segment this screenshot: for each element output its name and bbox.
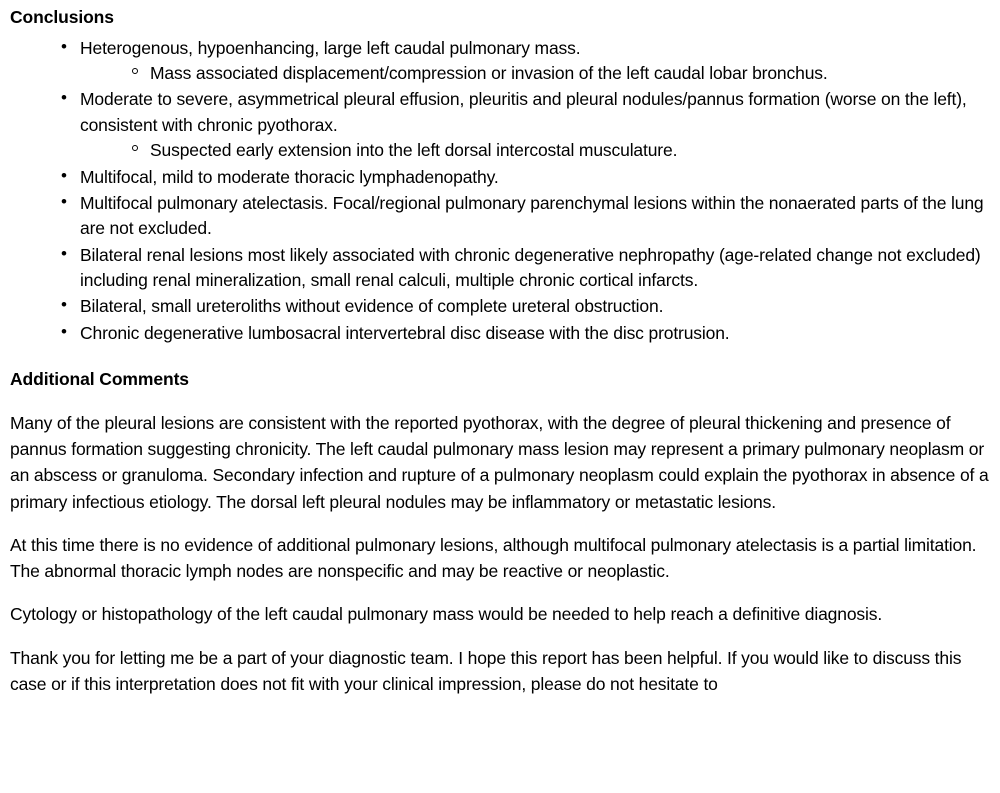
list-item-label: Multifocal, mild to moderate thoracic lymphadenopathy. bbox=[80, 166, 499, 187]
list-item-label: Multifocal pulmonary atelectasis. Focal/regional pulmonary parenchymal lesions within the nonaerated parts of the lung are not excluded. bbox=[80, 192, 984, 239]
section-heading-additional-comments: Additional Comments bbox=[10, 369, 189, 390]
paragraph: At this time there is no evidence of additional pulmonary lesions, although multifocal pulmonary atelectasis is a partial limitation. The abnormal thoracic lymph nodes are nonspecific and may be reactive or neoplastic. bbox=[10, 534, 977, 581]
bullet-icon: • bbox=[61, 321, 67, 341]
sub-list-item bbox=[128, 138, 990, 163]
list-item-label: Moderate to severe, asymmetrical pleural effusion, pleuritis and pleural nodules/pannus formation (worse on the left), consistent with chronic pyothorax. bbox=[80, 89, 967, 135]
list-item-label: Heterogenous, hypoenhancing, large left caudal pulmonary mass. bbox=[80, 37, 581, 58]
sub-list-item-label: Suspected early extension into the left dorsal intercostal musculature. bbox=[150, 140, 678, 161]
list-item bbox=[58, 87, 990, 163]
additional-comments-body bbox=[10, 410, 990, 697]
conclusions-list bbox=[10, 36, 990, 347]
paragraph: Many of the pleural lesions are consistent with the reported pyothorax, with the degree of pleural thickening and presence of pannus formation suggesting chronicity. The left caudal pulmonary mass lesion may represent a primary pulmonary neoplasm or an abscess or granuloma. Secondary infection and rupture of a pulmonary neoplasm could explain the pyothorax in absence of a primary infectious etiology. The dorsal left pleural nodules may be inflammatory or metastatic lesions. bbox=[10, 412, 989, 512]
bullet-icon: • bbox=[61, 295, 67, 315]
list-item bbox=[58, 294, 990, 319]
sub-list bbox=[80, 61, 990, 86]
paragraph: Thank you for letting me be a part of your diagnostic team. I hope this report has been helpful. If you would like to discuss this case or if this interpretation does not fit with your clinical impression, please do not hesitate to bbox=[10, 647, 962, 694]
list-item-label: Bilateral renal lesions most likely associated with chronic degenerative nephropathy (age-related change not excluded) including renal mineralization, small renal calculi, multiple chronic cortical infarcts. bbox=[80, 244, 981, 290]
sub-list-item bbox=[128, 61, 990, 86]
sub-list bbox=[80, 138, 990, 163]
bullet-icon: • bbox=[61, 36, 67, 56]
bullet-icon: • bbox=[61, 88, 67, 108]
list-item bbox=[58, 165, 990, 190]
list-item bbox=[58, 191, 990, 242]
page-title-conclusions: Conclusions bbox=[10, 7, 114, 27]
hollow-bullet-icon bbox=[132, 68, 138, 74]
list-item bbox=[58, 36, 990, 87]
list-item-label: Chronic degenerative lumbosacral intervertebral disc disease with the disc protrusion. bbox=[80, 322, 730, 343]
bullet-icon: • bbox=[61, 243, 67, 263]
sub-list-item-label: Mass associated displacement/compression or invasion of the left caudal lobar bronchus. bbox=[150, 63, 828, 83]
paragraph: Cytology or histopathology of the left caudal pulmonary mass would be needed to help reach a definitive diagnosis. bbox=[10, 604, 883, 625]
list-item bbox=[58, 243, 990, 294]
list-item-label: Bilateral, small ureteroliths without evidence of complete ureteral obstruction. bbox=[80, 296, 664, 317]
list-item bbox=[58, 321, 990, 346]
bullet-icon: • bbox=[61, 165, 67, 185]
hollow-bullet-icon bbox=[132, 145, 138, 151]
bullet-icon: • bbox=[61, 191, 67, 211]
